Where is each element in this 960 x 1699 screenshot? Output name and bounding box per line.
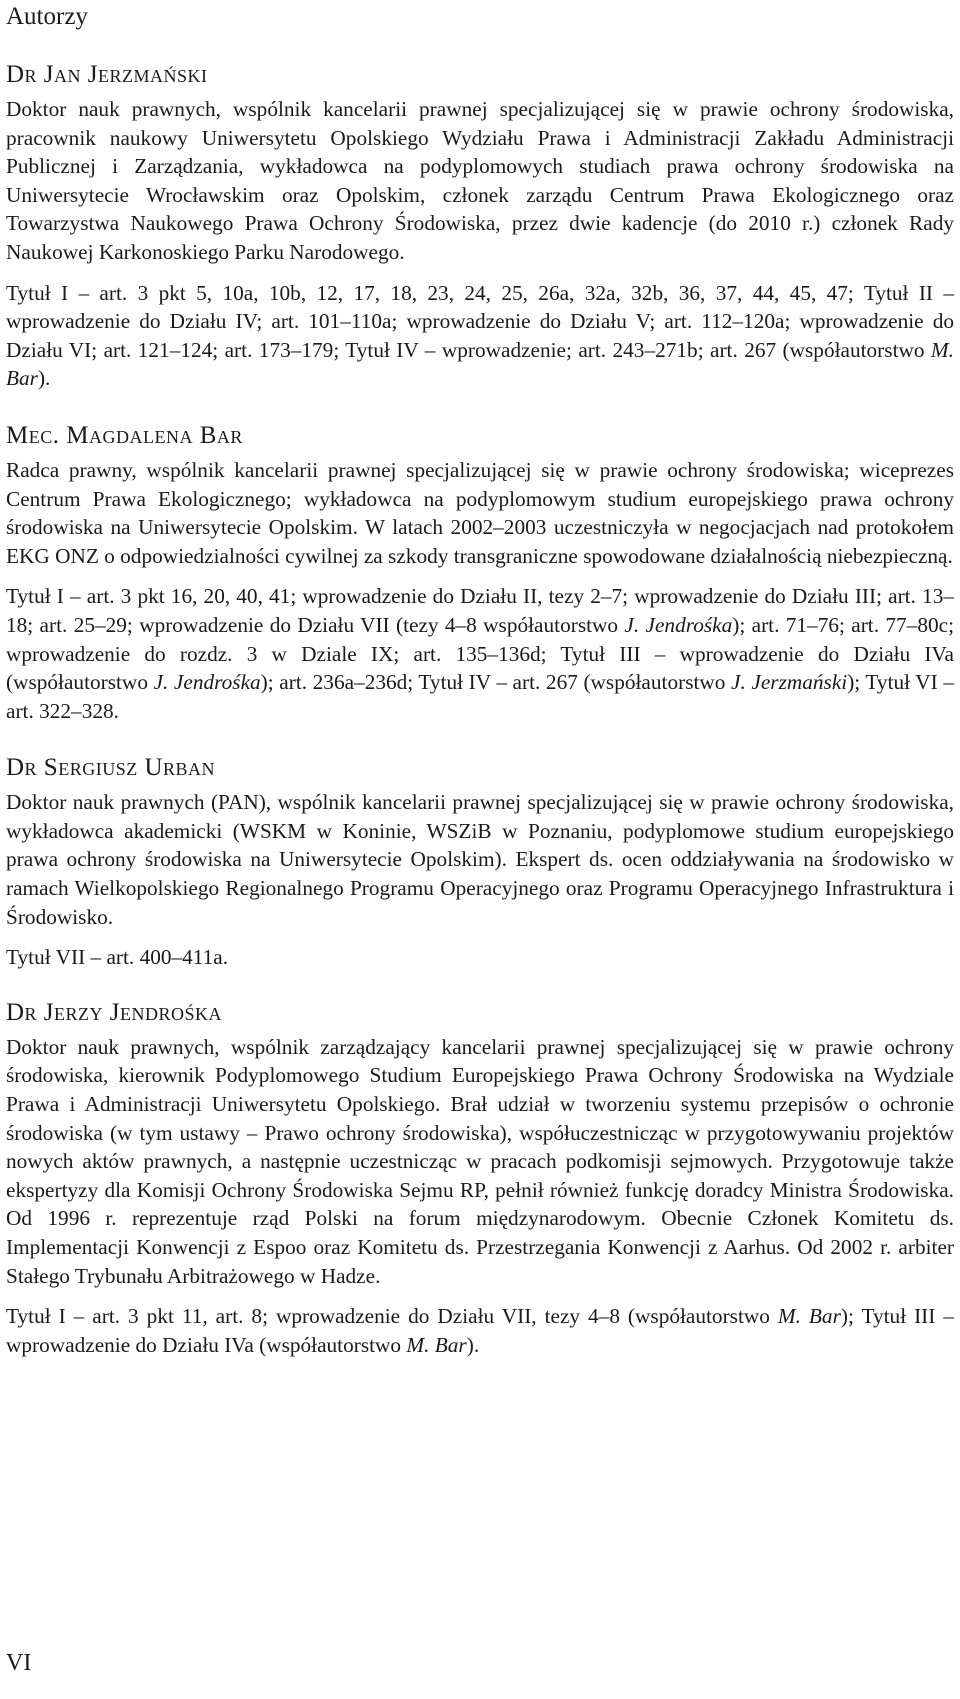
contribution-text: Tytuł I – art. 3 pkt 11, art. 8; wprowadzenie do Działu VII, tezy 4–8 (współautorstwo xyxy=(6,1304,778,1329)
contribution-text: ); art. 236a–236d; Tytuł IV – art. 267 (współautorstwo xyxy=(260,670,732,695)
author-contribution xyxy=(6,582,954,725)
author-contribution: Tytuł VII – art. 400–411a. xyxy=(6,945,229,970)
contribution-text: ). xyxy=(37,366,51,391)
author-name: Dr Jan Jerzmański xyxy=(6,61,208,88)
contribution-text: ). xyxy=(466,1332,480,1357)
contribution-text: Tytuł I – art. 3 pkt 5, 10a, 10b, 12, 17, 18, 23, 24, 25, 26a, 32a, 32b, 36, 37, 44, 45, 47; Tytuł II – wprowadzenie do Działu IV; art. 101–110a; wprowadzenie do Działu V; art. 112–120a; wprowadzenie do Działu VI; art. 121–124; art. 173–179; Tytuł IV – wprowadzenie; art. 243–271b; art. 267 (współautorstwo xyxy=(6,280,954,362)
coauthor-name: M. Bar xyxy=(406,1332,467,1357)
contribution-text: ); art. 71–76; art. 77–80c; wprowadzenie do rozdz. 3 w Dziale IX; art. 135–136d; Tytuł III – wprowadzenie do Działu IVa (współautorstwo xyxy=(6,612,954,695)
author-section-urban xyxy=(6,753,954,972)
coauthor-name: J. Jendrośka xyxy=(624,612,733,637)
author-section-bar xyxy=(6,421,954,725)
page-header-title: Autorzy xyxy=(6,3,88,30)
coauthor-name: M. Bar xyxy=(777,1304,841,1329)
author-name: Mec. Magdalena Bar xyxy=(6,421,243,449)
document-page xyxy=(6,0,954,1359)
contribution-text: ); Tytuł III – wprowadzenie do Działu IVa (współautorstwo xyxy=(6,1304,954,1357)
author-section-jerzmanski xyxy=(6,60,954,393)
contribution-text: ); Tytuł VI – art. 322–328. xyxy=(6,670,954,723)
author-bio: Radca prawny, wspólnik kancelarii prawnej specjalizującej się w prawie ochrony środowiska; wiceprezes Centrum Prawa Ekologicznego; wykładowca na podyplomowym studium europejskiego prawa ochrony środowiska na Uniwersytecie Opolskim. W latach 2002–2003 uczestniczyła w negocjacjach nad protokołem EKG ONZ o odpowiedzialności cywilnej za szkody transgraniczne spowodowane działalnością niebezpieczną. xyxy=(6,457,954,568)
coauthor-name: M. Bar xyxy=(6,337,954,391)
author-bio: Doktor nauk prawnych, wspólnik zarządzający kancelarii prawnej specjalizującej się w prawie ochrony środowiska, kierownik Podyplomowego Studium Europejskiego Prawa Ochrony Środowiska na Wydziale Prawa i Administracji Uniwersytetu Opolskiego. Brał udział w tworzeniu systemu przepisów o ochronie środowiska (w tym ustawy – Prawo ochrony środowiska), współuczestnicząc w przygotowywaniu projektów nowych aktów prawnych, a następnie uczestnicząc w pracach podkomisji sejmowych. Przygotowuje także ekspertyzy dla Komisji Ochrony Środowiska Sejmu RP, pełnił również funkcję doradcy Ministra Środowiska. Od 1996 r. reprezentuje rząd Polski na forum międzynarodowym. Obecnie Członek Komitetu ds. Implementacji Konwencji z Espoo oraz Komitetu ds. Przestrzegania Konwencji z Aarhus. Od 2002 r. arbiter Stałego Trybunału Arbitrażowego w Hadze. xyxy=(6,1034,954,1288)
author-contribution xyxy=(6,1302,954,1359)
author-section-jendroska xyxy=(6,998,954,1360)
coauthor-name: J. Jerzmański xyxy=(731,670,848,695)
author-bio: Doktor nauk prawnych (PAN), wspólnik kancelarii prawnej specjalizującej się w prawie ochrony środowiska, wykładowca akademicki (WSKM w Koninie, WSZiB w Poznaniu, podyplomowe studium europejskiego prawa ochrony środowiska na Uniwersytecie Opolskim). Ekspert ds. ocen oddziaływania na środowisko w ramach Wielkopolskiego Regionalnego Programu Operacyjnego oraz Programu Operacyjnego Infrastruktura i Środowisko. xyxy=(6,790,954,929)
author-contribution xyxy=(6,279,954,393)
page-number: VI xyxy=(6,1650,32,1676)
author-name: Dr Sergiusz Urban xyxy=(6,754,216,782)
coauthor-name: J. Jendrośka xyxy=(153,670,261,695)
author-bio: Doktor nauk prawnych, wspólnik kancelarii prawnej specjalizującej się w prawie ochrony środowiska, pracownik naukowy Uniwersytetu Opolskiego Wydziału Prawa i Administracji Zakładu Administracji Publicznej i Zarządzania, wykładowca na podyplomowych studiach prawa ochrony środowiska na Uniwersytecie Wrocławskim oraz Opolskim, członek zarządu Centrum Prawa Ekologicznego oraz Towarzystwa Naukowego Prawa Ochrony Środowiska, przez dwie kadencje (do 2010 r.) członek Rady Naukowej Karkonoskiego Parku Narodowego. xyxy=(6,97,954,264)
contribution-text: Tytuł I – art. 3 pkt 16, 20, 40, 41; wprowadzenie do Działu II, tezy 2–7; wprowadzenie do Działu III; art. 13–18; art. 25–29; wprowadzenie do Działu VII (tezy 4–8 współautorstwo xyxy=(6,584,954,637)
author-name: Dr Jerzy Jendrośka xyxy=(6,998,223,1026)
